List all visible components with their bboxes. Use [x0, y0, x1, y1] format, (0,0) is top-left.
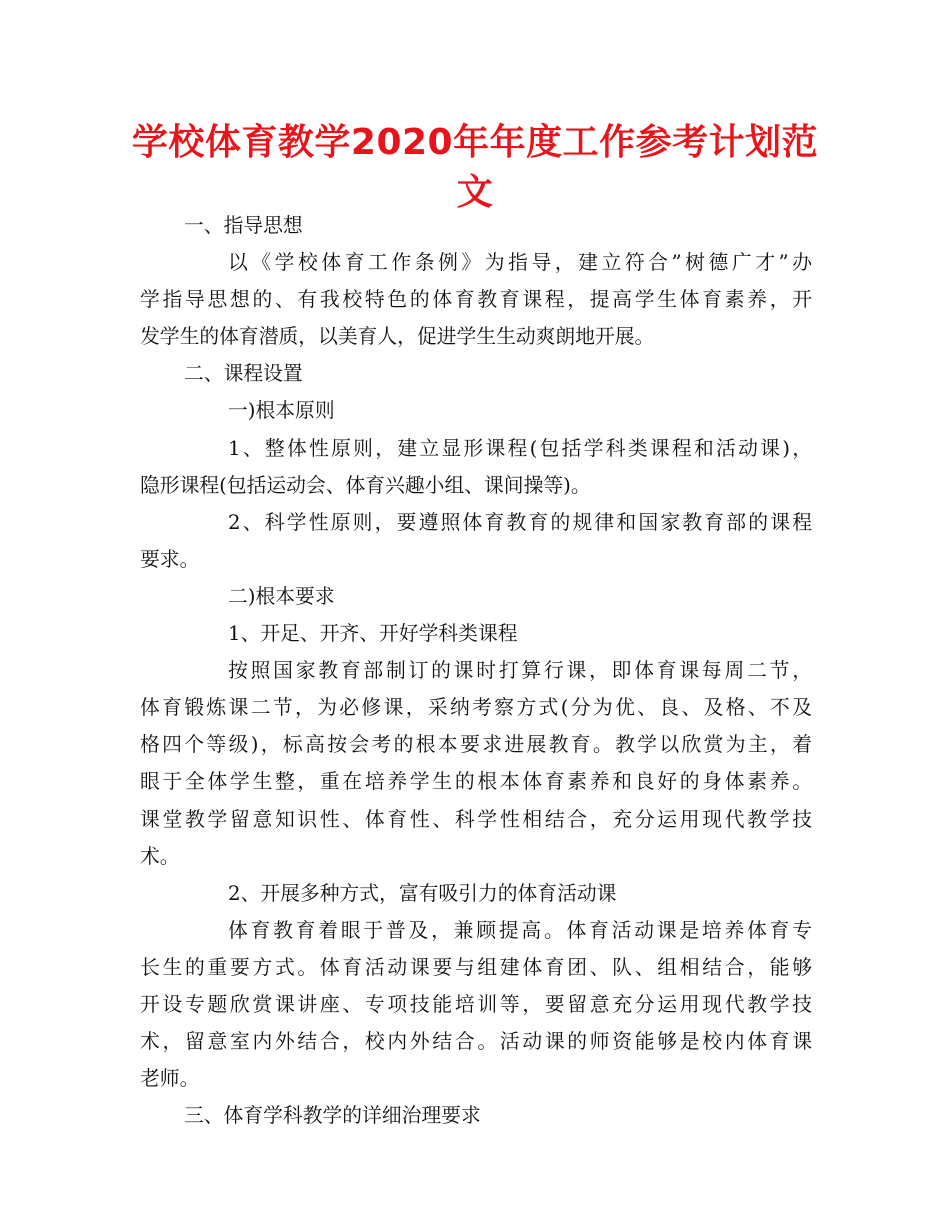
list-item-heading: 1、开足、开齐、开好学科类课程 [228, 622, 518, 646]
paragraph-line: 要求。 [140, 547, 200, 571]
paragraph-line: 体育锻炼课二节，为必修课，采纳考察方式(分为优、良、及格、不及 [140, 696, 812, 720]
paragraph-line: 发学生的体育潜质，以美育人，促进学生生动爽朗地开展。 [140, 325, 655, 349]
section-heading-guiding-ideology: 一、指导思想 [184, 214, 303, 237]
paragraph-line: 术。 [140, 844, 180, 868]
paragraph-line: 开设专题欣赏课讲座、专项技能培训等，要留意充分运用现代教学技 [140, 992, 812, 1016]
paragraph-line: 体育教育着眼于普及，兼顾提高。体育活动课是培养体育专 [228, 918, 812, 942]
paragraph-line: 隐形课程(包括运动会、体育兴趣小组、课间操等)。 [140, 473, 591, 497]
paragraph-line: 以《学校体育工作条例》为指导，建立符合”树德广才”办 [228, 251, 812, 275]
paragraph-line: 眼于全体学生整，重在培养学生的根本体育素养和良好的身体素养。 [140, 770, 812, 794]
paragraph-line: 格四个等级)，标高按会考的根本要求进展教育。教学以欣赏为主，着 [140, 733, 812, 757]
document-body [140, 207, 812, 1134]
subsection-heading-principles: 一)根本原则 [228, 399, 335, 423]
paragraph-line: 老师。 [140, 1067, 200, 1091]
title-line-2: 文 [456, 172, 494, 213]
paragraph-line: 课堂教学留意知识性、体育性、科学性相结合，充分运用现代教学技 [140, 807, 812, 831]
paragraph-line: 按照国家教育部制订的课时打算行课，即体育课每周二节， [228, 659, 812, 683]
paragraph-line: 1、整体性原则，建立显形课程(包括学科类课程和活动课)， [228, 436, 812, 460]
paragraph-line: 2、科学性原则，要遵照体育教育的规律和国家教育部的课程 [228, 510, 812, 534]
section-heading-curriculum: 二、课程设置 [184, 362, 303, 386]
section-heading-management-requirements: 三、体育学科教学的详细治理要求 [184, 1104, 481, 1128]
paragraph-line: 术，留意室内外结合，校内外结合。活动课的师资能够是校内体育课 [140, 1030, 812, 1054]
paragraph-line: 学指导思想的、有我校特色的体育教育课程，提高学生体育素养，开 [140, 288, 812, 312]
paragraph-line: 长生的重要方式。体育活动课要与组建体育团、队、组相结合，能够 [140, 955, 812, 979]
subsection-heading-requirements: 二)根本要求 [228, 584, 335, 608]
list-item-heading: 2、开展多种方式，富有吸引力的体育活动课 [228, 881, 617, 905]
document-title [120, 118, 830, 218]
title-line-1: 学校体育教学2020年年度工作参考计划范 [131, 122, 819, 163]
